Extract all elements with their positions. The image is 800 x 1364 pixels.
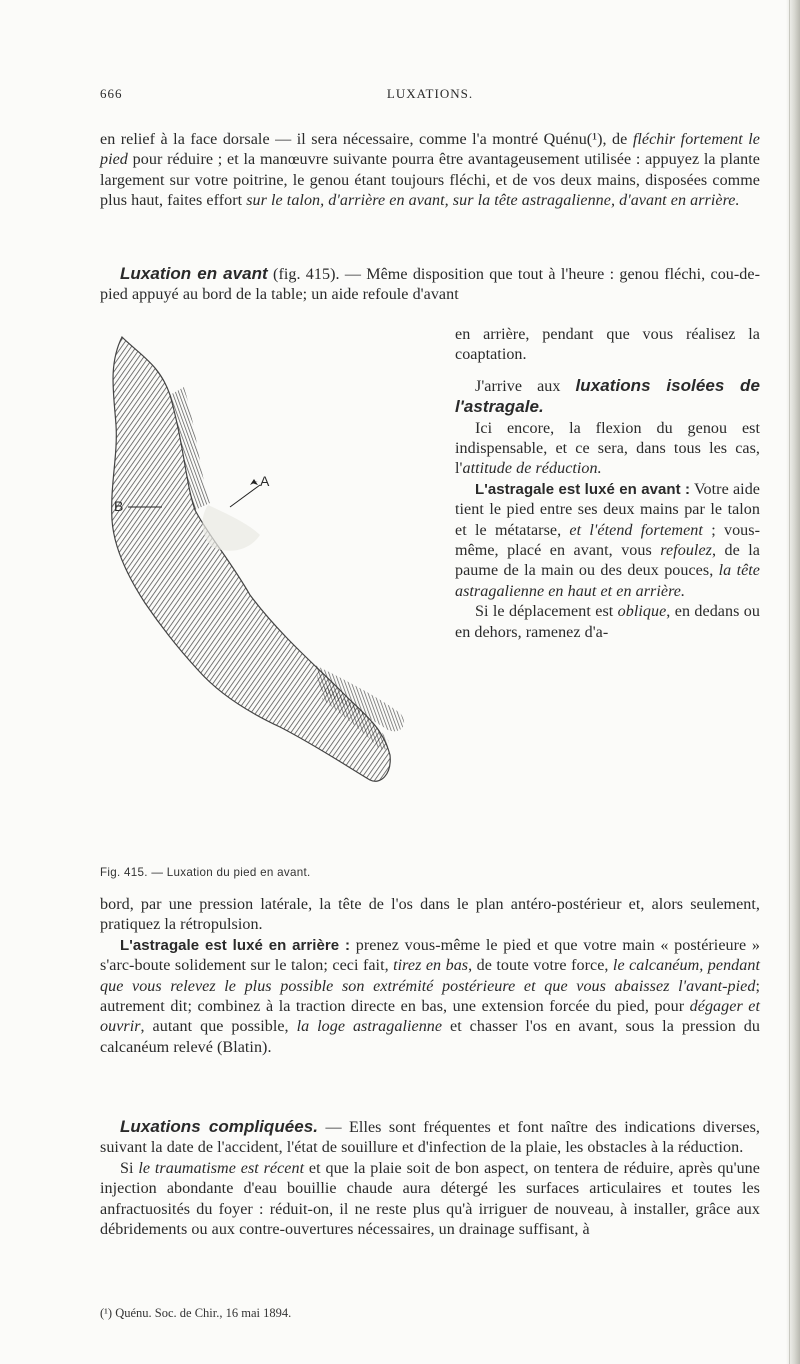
paragraph-top [100, 130, 760, 212]
emphasis: et l'étend fortement [569, 521, 703, 539]
section-heading: Luxations compliquées. [120, 1117, 319, 1136]
text-run: ; autrement dit; combinez à la traction directe en bas, une extension forcée du pied, pour [100, 977, 760, 1016]
text-run: Votre aide tient le pied entre ses deux mains par le talon et le métatarse, [455, 480, 760, 539]
section-heading: luxations isolées de l'astragale. [455, 375, 760, 417]
text-run: bord, par une pression latérale, la tête de l'os dans le plan antéro-postérieur et, alors seulement, pratiquez la rétropulsion. [100, 896, 760, 934]
section-heading: Luxation en avant [120, 264, 268, 283]
figure-415 [100, 335, 440, 805]
emphasis: sur le talon, d'arrière en avant, sur la tête astragalienne, d'avant en arrière. [246, 192, 740, 210]
subheading: L'astragale est luxé en avant : [475, 480, 691, 498]
text-run: , de la paume de la main ou des deux pouces, [455, 542, 760, 580]
text-run: (fig. 415). — Même disposition que tout à l'heure : genou fléchi, cou-de-pied appuyé au bord de la table; un aide refoule d'avant [100, 266, 761, 304]
text-run: prenez vous-même le pied et que votre main « postérieure » s'arc-boute solidement sur le talon; ceci fait, [100, 936, 760, 975]
emphasis: oblique [617, 603, 667, 621]
page-edge-line [789, 0, 790, 1364]
paragraph-bottom [100, 895, 760, 1058]
emphasis: attitude de réduction. [462, 460, 602, 478]
figure-label-a: A [260, 473, 270, 489]
text-run: J'arrive aux [475, 377, 576, 395]
figure-caption: Fig. 415. — Luxation du pied en avant. [100, 866, 311, 879]
emphasis: fléchir fortement le pied [100, 131, 760, 169]
figure-label-b: B [114, 498, 124, 514]
page-header [100, 86, 760, 104]
text-run: , de toute votre force, [468, 957, 613, 975]
emphasis: refoulez [660, 542, 712, 560]
emphasis: le traumatisme est récent [138, 1159, 305, 1177]
text-run: et chasser l'os en avant, sous la pression du calcanéum relevé (Blatin). [100, 1018, 760, 1056]
page-number: 666 [100, 86, 123, 101]
emphasis: tirez en bas [393, 957, 469, 975]
section-luxation-avant [100, 264, 760, 306]
emphasis: la loge astragalienne [296, 1018, 443, 1036]
text-run: Si le déplacement est [475, 603, 618, 621]
emphasis: le calcanéum, pendant que vous relevez le plus possible son extrémité postérieure et que vous abaissez l'avant-pied [100, 957, 760, 995]
running-title: LUXATIONS. [386, 86, 474, 101]
text-run: Si [120, 1159, 139, 1177]
section-luxations-compliquees [100, 1117, 760, 1240]
text-run: et que la plaie soit de bon aspect, on tentera de réduire, après qu'une injection abondante d'eau bouillie chaude aura détergé les surfaces articulaires et toutes les anfractuosités du foyer : réduit-on, il ne reste plus qu'à irriguer de nouveau, à installer, grâce aux débridements ou aux contre-ouvertures nécessaires, un drainage suffisant, à [100, 1159, 760, 1239]
text-run: , autant que possible, [140, 1018, 297, 1036]
text-run: — Elles sont fréquentes et font naître des indications diverses, suivant la date de l'accident, l'état de souillure et d'infection de la plaie, les obstacles à la réduction. [100, 1119, 761, 1157]
footnote: (¹) Quénu. Soc. de Chir., 16 mai 1894. [100, 1306, 292, 1320]
text-run: Ici encore, la flexion du genou est indispensable, et ce sera, dans tous les cas, l' [455, 419, 760, 478]
emphasis: dégager et ouvrir [100, 998, 760, 1036]
text-run: en arrière, pendant que vous réalisez la coaptation. [455, 326, 760, 364]
text-run: , en dedans ou en dehors, ramenez d'a- [455, 603, 760, 641]
side-column [455, 325, 760, 643]
text-run: en relief à la face dorsale — il sera nécessaire, comme l'a montré Quénu(¹), de [100, 131, 628, 148]
subheading: L'astragale est luxé en arrière : [120, 936, 351, 954]
foot-illustration [100, 335, 440, 805]
emphasis: la tête astragalienne en haut et en arrière. [455, 562, 760, 600]
text-run: ; vous-même, placé en avant, vous [455, 521, 760, 560]
text-run: pour réduire ; et la manœuvre suivante pourra être avantageusement utilisée : appuyez la plante largement sur votre poitrine, le genou étant toujours fléchi, et de vos deux mains, disposées comme plus haut, faites effort [100, 151, 760, 210]
